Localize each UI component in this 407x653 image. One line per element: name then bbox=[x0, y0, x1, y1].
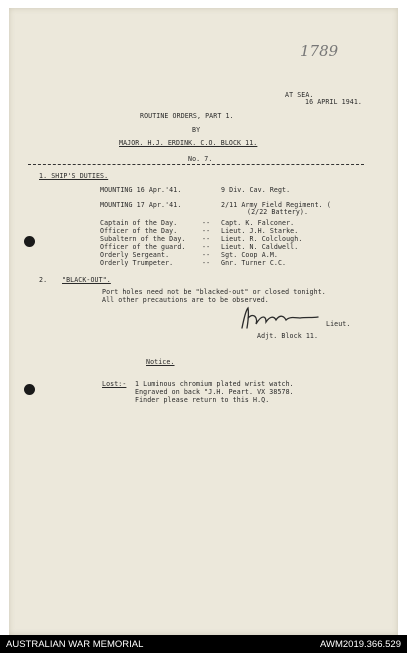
duty-name: Lieut. J.H. Starke. bbox=[221, 227, 299, 235]
order-number: No. 7. bbox=[188, 155, 213, 163]
section2-number: 2. bbox=[39, 276, 48, 284]
place-prefix: AT SEA. bbox=[285, 91, 314, 99]
punch-hole bbox=[24, 384, 35, 395]
duty-separator: -- bbox=[202, 219, 211, 227]
archive-number: 1789 bbox=[300, 42, 339, 60]
section2-text: All other precautions are to be observed. bbox=[102, 296, 269, 304]
mounting-value: 2/11 Army Field Regiment. ( bbox=[221, 201, 331, 209]
footer-credit: AUSTRALIAN WAR MEMORIAL bbox=[6, 639, 144, 650]
mounting-label: MOUNTING 16 Apr.'41. bbox=[100, 186, 182, 194]
duty-separator: -- bbox=[202, 243, 211, 251]
notice-text: 1 Luminous chromium plated wrist watch. bbox=[135, 380, 294, 388]
signature-rank: Lieut. bbox=[326, 320, 351, 328]
separator-line bbox=[28, 164, 364, 165]
notice-text: Finder please return to this H.Q. bbox=[135, 396, 270, 404]
section2-heading: "BLACK-OUT". bbox=[62, 276, 111, 284]
footer-bar bbox=[0, 635, 407, 653]
duty-role: Orderly Sergeant. bbox=[100, 251, 170, 259]
mounting-label: MOUNTING 17 Apr.'41. bbox=[100, 201, 182, 209]
mounting-value: (2/22 Battery). bbox=[247, 208, 309, 216]
duty-separator: -- bbox=[202, 259, 211, 267]
mounting-value: 9 Div. Cav. Regt. bbox=[221, 186, 291, 194]
footer-accession-number: AWM2019.366.529 bbox=[320, 639, 401, 650]
section2-text: Port holes need not be "blacked-out" or closed tonight. bbox=[102, 288, 326, 296]
punch-hole bbox=[24, 236, 35, 247]
notice-text: Engraved on back "J.H. Peart. VX 38578. bbox=[135, 388, 294, 396]
duty-name: Sgt. Coop A.M. bbox=[221, 251, 278, 259]
section1-heading: 1. SHIP'S DUTIES. bbox=[39, 172, 109, 180]
duty-name: Lieut. N. Caldwell. bbox=[221, 243, 299, 251]
issuer: MAJOR. H.J. ERDINK. C.O. BLOCK 11. bbox=[119, 139, 258, 147]
duty-separator: -- bbox=[202, 251, 211, 259]
notice-heading: Notice. bbox=[146, 358, 175, 366]
by-label: BY bbox=[192, 126, 201, 134]
duty-role: Captain of the Day. bbox=[100, 219, 178, 227]
duty-separator: -- bbox=[202, 227, 211, 235]
lost-label: Lost:- bbox=[102, 380, 127, 388]
duty-separator: -- bbox=[202, 235, 211, 243]
duty-role: Orderly Trumpeter. bbox=[100, 259, 174, 267]
duty-role: Officer of the Day. bbox=[100, 227, 178, 235]
duty-role: Subaltern of the Day. bbox=[100, 235, 186, 243]
duty-role: Officer of the guard. bbox=[100, 243, 186, 251]
handwritten-signature bbox=[236, 304, 326, 332]
document-title: ROUTINE ORDERS, PART 1. bbox=[140, 112, 234, 120]
document-date: 16 APRIL 1941. bbox=[305, 98, 362, 106]
signature-title: Adjt. Block 11. bbox=[257, 332, 319, 340]
duty-name: Lieut. R. Colclough. bbox=[221, 235, 303, 243]
duty-name: Capt. K. Falconer. bbox=[221, 219, 295, 227]
duty-name: Gnr. Turner C.C. bbox=[221, 259, 287, 267]
